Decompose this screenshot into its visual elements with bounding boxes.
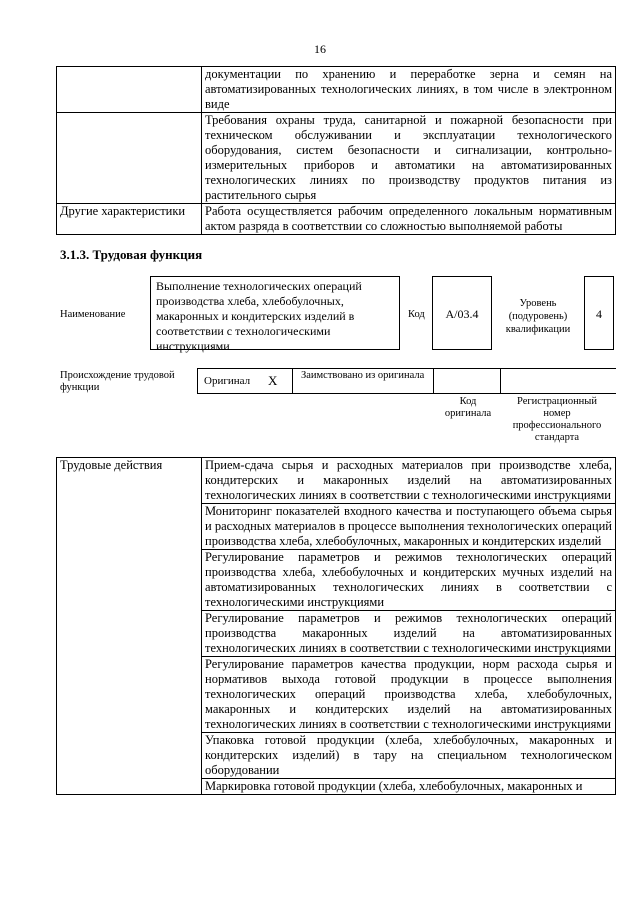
row-label — [57, 113, 202, 204]
origin-label: Происхождение трудовой функции — [60, 370, 175, 393]
action-item: Прием-сдача сырья и расходных материалов при производстве хлеба, кондитерских и макаронных изделий на автоматизированных технологических линиях в соответствии с технологическими инструкциями — [202, 458, 616, 504]
function-code: А/03.4 — [432, 276, 492, 350]
labor-actions-table — [56, 457, 616, 795]
function-name: Выполнение технологических операций производства хлеба, хлебобулочных, макаронных и кондитерских изделий в соответствии с технологическими инструкциями — [150, 276, 400, 350]
row-text: Работа осуществляется рабочим определенного локальным нормативным актом разряда в соответствии со сложностью выполняемой работы — [202, 204, 616, 235]
original-code-cell — [433, 368, 501, 394]
code-label: Код — [408, 309, 425, 320]
characteristics-table — [56, 66, 616, 235]
borrowed-label: Заимствовано из оригинала — [301, 370, 425, 381]
row-text: документации по хранению и переработке зерна и семян на автоматизированных технологических линиях, в том числе в электронном виде — [202, 67, 616, 113]
row-label: Другие характеристики — [57, 204, 202, 235]
page-number: 16 — [314, 42, 326, 56]
original-mark: X — [268, 373, 278, 388]
actions-label: Трудовые действия — [57, 458, 202, 795]
qualification-level: 4 — [584, 276, 614, 350]
reg-caption: Регистрационный номер профессионального стандарта — [512, 396, 602, 443]
reg-number-cell — [500, 368, 616, 394]
section-title: 3.1.3. Трудовая функция — [60, 247, 203, 262]
action-item: Мониторинг показателей входного качества и поступающего объема сырья и расходных материалов в процессе выполнения технологических операций производства хлеба, хлебобулочных, макаронных и кондитерских изделий — [202, 504, 616, 550]
original-box — [197, 368, 293, 394]
action-item: Регулирование параметров качества продукции, норм расхода сырья и нормативов выхода готовой продукции в процессе выполнения технологических операций производства хлеба, хлебобулочных, макаронных и кондитерских изделий на автоматизированных технологических линиях в соответствии с технологическими инструкциями — [202, 657, 616, 733]
level-label: Уровень (подуровень) квалификации — [505, 298, 571, 335]
action-item: Регулирование параметров и режимов технологических операций производства макаронных изделий на автоматизированных технологических линиях в соответствии с технологическими инструкциями — [202, 611, 616, 657]
original-label: Оригинал — [204, 375, 251, 387]
table-row — [57, 113, 616, 204]
table-row — [57, 67, 616, 113]
action-item: Упаковка готовой продукции (хлеба, хлебобулочных, макаронных и кондитерских изделий) в тару на специальном технологическом оборудовании — [202, 733, 616, 779]
code-caption: Код оригинала — [444, 396, 492, 419]
table-row — [57, 458, 616, 504]
action-item: Регулирование параметров и режимов технологических операций производства хлеба, хлебобулочных и кондитерских мучных изделий на автоматизированных технологических линиях в соответствии с технологическими инструкциями — [202, 550, 616, 611]
row-text: Требования охраны труда, санитарной и пожарной безопасности при техническом обслуживании и эксплуатации технологического оборудования, систем безопасности и сигнализации, контрольно-измерительных приборов и автоматики на автоматизированных технологических линиях по производству продуктов питания из растительного сырья — [202, 113, 616, 204]
name-label: Наименование — [60, 309, 126, 320]
action-item: Маркировка готовой продукции (хлеба, хлебобулочных, макаронных и — [202, 779, 616, 795]
row-label — [57, 67, 202, 113]
table-row — [57, 204, 616, 235]
borrowed-box — [292, 368, 434, 394]
